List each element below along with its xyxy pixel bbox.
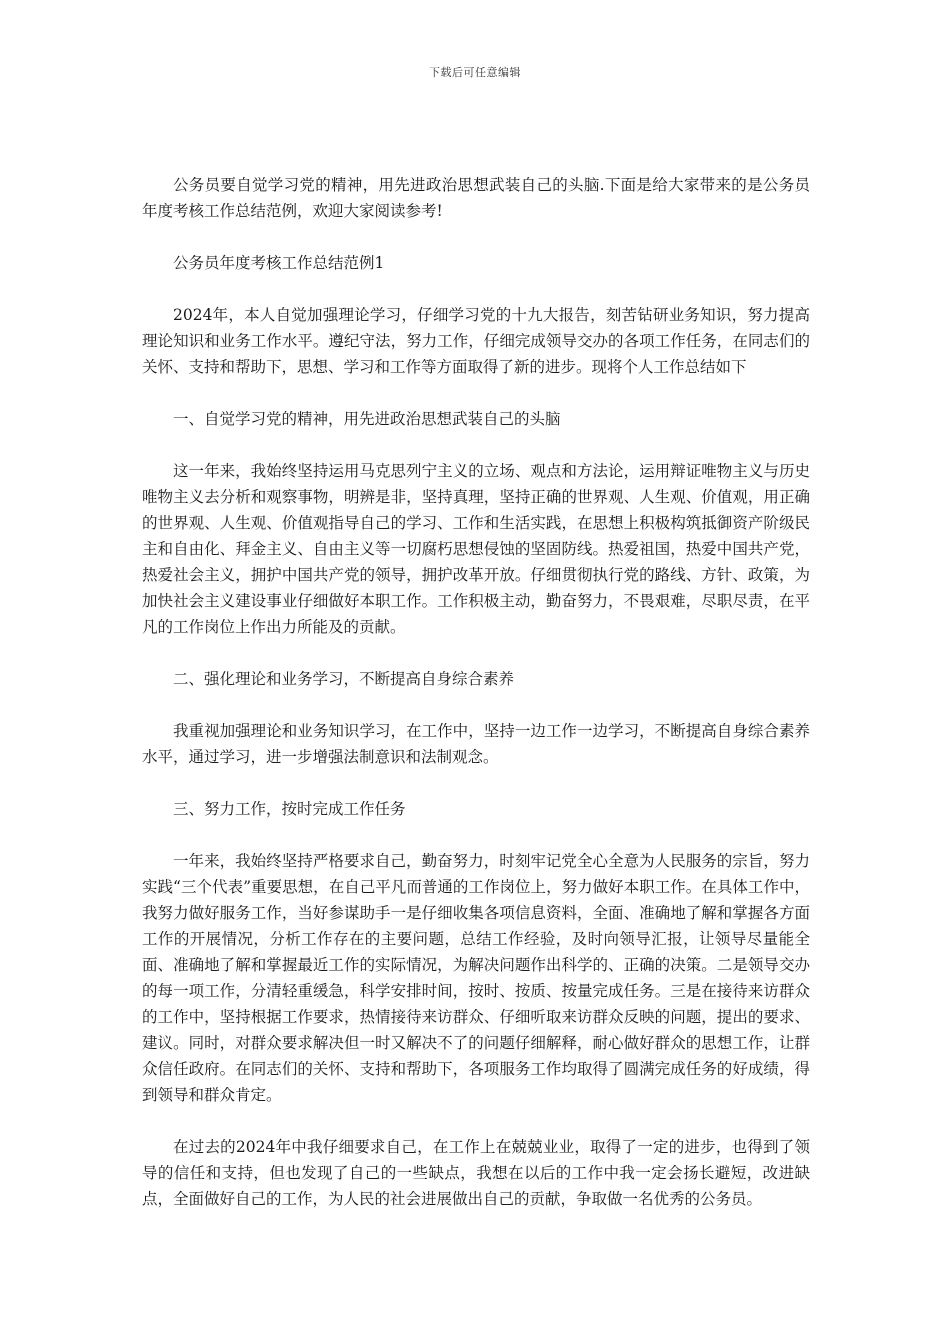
paragraph-2: 这一年来，我始终坚持运用马克思列宁主义的立场、观点和方法论，运用辩证唯物主义与历史唯物主义去分析和观察事物，明辨是非，坚持真理，坚持正确的世界观、人生观、价值观，用正确的世界观、人生观、价值观指导自己的学习、工作和生活实践，在思想上积极构筑抵御资产阶级民主和自由化、拜金主义、自由主义等一切腐朽思想侵蚀的坚固防线。热爱祖国，热爱中国共产党，热爱社会主义，拥护中国共产党的领导，拥护改革开放。仔细贯彻执行党的路线、方针、政策，为加快社会主义建设事业仔细做好本职工作。工作积极主动，勤奋努力，不畏艰难，尽职尽责，在平凡的工作岗位上作出力所能及的贡献。 [142,462,810,636]
section-heading-2: 二、强化理论和业务学习，不断提高自身综合素养 [173,670,515,688]
spacer [142,432,810,458]
paragraph-1: 2024年，本人自觉加强理论学习，仔细学习党的十九大报告，刻苦钻研业务知识，努力提高理论知识和业务工作水平。遵纪守法，努力工作，仔细完成领导交办的各项工作任务，在同志们的关怀、支持和帮助下，思想、学习和工作等方面取得了新的进步。现将个人工作总结如下 [142,306,810,376]
spacer [142,822,810,848]
document-title: 公务员年度考核工作总结范例1 [173,254,385,272]
spacer [142,276,810,302]
intro-paragraph: 公务员要自觉学习党的精神，用先进政治思想武装自己的头脑.下面是给大家带来的是公务员年度考核工作总结范例，欢迎大家阅读参考! [142,176,810,220]
section-heading-3: 三、努力工作，按时完成工作任务 [173,800,406,818]
spacer [142,770,810,796]
spacer [142,640,810,666]
document-body [142,172,810,1212]
header-note: 下载后可任意编辑 [429,66,521,79]
spacer [142,1108,810,1134]
paragraph-5: 在过去的2024年中我仔细要求自己，在工作上在兢兢业业，取得了一定的进步，也得到了领导的信任和支持，但也发现了自己的一些缺点，我想在以后的工作中我一定会扬长避短，改进缺点，全面做好自己的工作，为人民的社会进展做出自己的贡献，争取做一名优秀的公务员。 [142,1138,810,1208]
paragraph-3: 我重视加强理论和业务知识学习，在工作中，坚持一边工作一边学习，不断提高自身综合素养水平，通过学习，进一步增强法制意识和法制观念。 [142,722,810,766]
spacer [142,224,810,250]
section-heading-1: 一、自觉学习党的精神，用先进政治思想武装自己的头脑 [173,410,561,428]
spacer [142,692,810,718]
spacer [142,380,810,406]
paragraph-4: 一年来，我始终坚持严格要求自己，勤奋努力，时刻牢记党全心全意为人民服务的宗旨，努力实践“三个代表”重要思想，在自己平凡而普通的工作岗位上，努力做好本职工作。在具体工作中，我努力做好服务工作，当好参谋助手一是仔细收集各项信息资料，全面、准确地了解和掌握各方面工作的开展情况，分析工作存在的主要问题，总结工作经验，及时向领导汇报，让领导尽量能全面、准确地了解和掌握最近工作的实际情况，为解决问题作出科学的、正确的决策。二是领导交办的每一项工作，分清轻重缓急，科学安排时间，按时、按质、按量完成任务。三是在接待来访群众的工作中，坚持根据工作要求，热情接待来访群众、仔细听取来访群众反映的问题，提出的要求、建议。同时，对群众要求解决但一时又解决不了的问题仔细解释，耐心做好群众的思想工作，让群众信任政府。在同志们的关怀、支持和帮助下，各项服务工作均取得了圆满完成任务的好成绩，得到领导和群众肯定。 [142,852,810,1104]
